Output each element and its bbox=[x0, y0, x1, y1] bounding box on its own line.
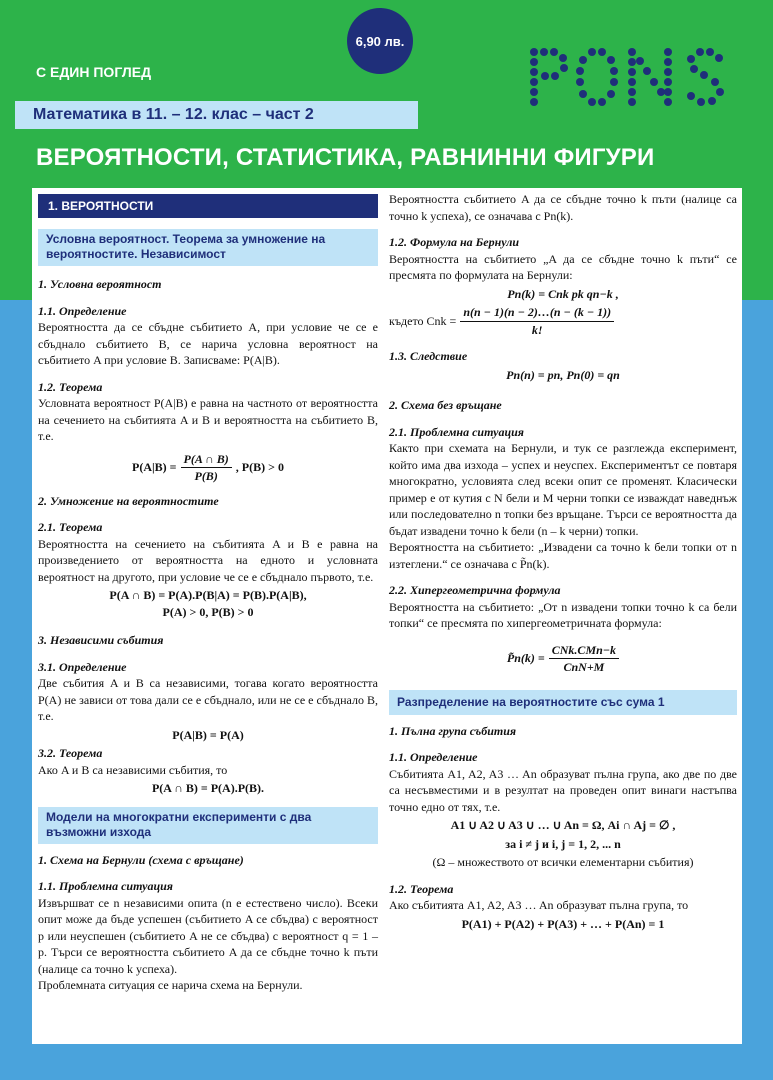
series-label: С ЕДИН ПОГЛЕД bbox=[36, 64, 152, 80]
formula: за i ≠ j и i, j = 1, 2, ... n bbox=[505, 836, 621, 851]
pons-logo bbox=[528, 44, 728, 114]
paragraph: Ако събитията A1, A2, A3 … An образуват пълна група, то bbox=[389, 898, 689, 912]
formula bbox=[389, 304, 737, 338]
heading: 1.1. Определение bbox=[389, 750, 478, 764]
paragraph: Вероятността на събитието: „Извадени са точно k бели топки от n изтеглени.“ се означава с P̃n(k). bbox=[389, 540, 737, 571]
subsection-heading: Модели на многократни експерименти с два възможни изхода bbox=[38, 807, 378, 844]
heading: 2.1. Теорема bbox=[38, 520, 103, 534]
formula: Pn(n) = pn, Pn(0) = qn bbox=[506, 367, 620, 382]
heading: 3. Независими събития bbox=[38, 633, 164, 647]
formula bbox=[389, 642, 737, 676]
denominator: P(B) bbox=[194, 469, 218, 483]
paragraph: Вероятността на сечението на събитията A и B е равна на произведението от вероятността на едното и условната вероятност на другото, при условие че се е сбъднало първото, т.е. bbox=[38, 536, 378, 584]
formula-part: P̃n(k) = bbox=[506, 651, 545, 666]
fraction bbox=[460, 304, 614, 338]
fraction bbox=[181, 451, 232, 485]
heading: 1.1. Проблемна ситуация bbox=[38, 879, 173, 893]
fraction bbox=[549, 642, 619, 676]
paragraph: Вероятността на събитието „A да се сбъдне точно k пъти“ се пресмята по формулата на Бернули: bbox=[389, 251, 737, 282]
paragraph: Вероятността събитието A да се сбъдне точно k пъти (налице са точно k успеха), се означава с Pn(k). bbox=[389, 192, 737, 223]
heading: 3.2. Теорема bbox=[38, 746, 103, 760]
subsection-heading: Условна вероятност. Теорема за умножение на вероятностите. Независимост bbox=[38, 229, 378, 266]
paragraph: Вероятността на събитието: „От n извадени топки точно k са бели топки“ се пресмята по хипергеометричната формула: bbox=[389, 599, 737, 630]
formula-part: където Cnk = bbox=[389, 313, 457, 328]
page-title: ВЕРОЯТНОСТИ, СТАТИСТИКА, РАВНИННИ ФИГУРИ bbox=[36, 144, 655, 171]
paragraph: Събитията A1, A2, A3 … An образуват пълна група, ако две по две са несъвместими и в резултат на проведен опит винаги настъпва точно едно от тях, т.е. bbox=[389, 766, 737, 814]
section-heading: 1. ВЕРОЯТНОСТИ bbox=[38, 194, 378, 218]
heading: 1.1. Определение bbox=[38, 303, 127, 318]
heading: 1. Пълна група събития bbox=[389, 723, 517, 738]
left-column bbox=[38, 188, 378, 994]
heading: 2.1. Проблемна ситуация bbox=[389, 424, 524, 439]
heading: 2. Схема без връщане bbox=[389, 398, 502, 412]
formula-part: P(A|B) = bbox=[132, 460, 177, 475]
numerator: CNk.CMn−k bbox=[549, 642, 619, 660]
heading: 1.2. Формула на Бернули bbox=[389, 235, 520, 249]
paragraph: Условната вероятност P(A|B) е равна на частното от вероятността на сечението на събитията A и B и вероятността на събитието B, т.е. bbox=[38, 396, 378, 443]
denominator: CnN+M bbox=[563, 660, 605, 674]
formula: A1 ∪ A2 ∪ A3 ∪ … ∪ An = Ω, Ai ∩ Aj = ∅ , bbox=[450, 818, 676, 832]
paragraph: Проблемната ситуация се нарича схема на Бернули. bbox=[38, 978, 303, 992]
content-panel bbox=[32, 188, 742, 1044]
heading: 2.2. Хипергеометрична формула bbox=[389, 583, 561, 597]
subsection-heading: Разпределение на вероятностите със сума 1 bbox=[389, 690, 737, 715]
formula: P(A1) + P(A2) + P(A3) + … + P(An) = 1 bbox=[461, 916, 665, 931]
subject-strip: Математика в 11. – 12. клас – част 2 bbox=[15, 101, 418, 129]
formula: (Ω – множеството от всички елементарни събития) bbox=[432, 855, 694, 869]
formula: P(A|B) = P(A) bbox=[172, 727, 244, 742]
heading: 3.1. Определение bbox=[38, 659, 127, 674]
heading: 1.3. Следствие bbox=[389, 349, 468, 363]
numerator: n(n − 1)(n − 2)…(n − (k − 1)) bbox=[460, 304, 614, 322]
formula bbox=[38, 451, 378, 485]
formula-part: , P(B) > 0 bbox=[235, 460, 284, 475]
formula: P(A) > 0, P(B) > 0 bbox=[162, 604, 254, 619]
numerator: P(A ∩ B) bbox=[181, 451, 232, 469]
price-badge bbox=[347, 8, 413, 74]
formula: Pn(k) = Cnk pk qn−k , bbox=[507, 286, 619, 301]
heading: 1. Схема на Бернули (схема с връщане) bbox=[38, 852, 244, 867]
paragraph: Извършват се n независими опита (n е естествено число). Всеки опит може да бъде успешен (събитието A се сбъдва) с вероятност p или неуспешен (събитието A не се сбъдва) с вероятност q = 1 – p. Търси се вероятността събитието A да се сбъдне точно k пъти (налице са точно k успеха). bbox=[38, 895, 378, 976]
heading: 1. Условна вероятност bbox=[38, 277, 162, 291]
paragraph: Както при схемата на Бернули, и тук се разглежда експеримент, който има два изхода – успех и неуспех. Експериментът се повтаря многократно, условията след всеки опит се променят. Класически пример е от кутия с N бели и M черни топки се изваждат наведнъж или последователно n топки без връщане. Търси се вероятността да бъдат извадени точно k бели (n – k черни) топки. bbox=[389, 441, 737, 538]
right-column bbox=[389, 188, 737, 934]
denominator: k! bbox=[531, 322, 543, 337]
heading: 1.2. Теорема bbox=[38, 379, 103, 394]
formula: P(A ∩ B) = P(A).P(B|A) = P(B).P(A|B), bbox=[109, 588, 307, 602]
paragraph: Вероятността да се сбъдне събитието A, при условие че се е сбъднало събитието B, се нарича условна вероятност на събитието A при условие B. Записваме: P(A|B). bbox=[38, 320, 378, 367]
price-text: 6,90 лв. bbox=[355, 33, 405, 49]
heading: 2. Умножение на вероятностите bbox=[38, 493, 219, 508]
paragraph: Ако A и B са независими събития, то bbox=[38, 762, 228, 777]
formula: P(A ∩ B) = P(A).P(B). bbox=[151, 781, 265, 795]
heading: 1.2. Теорема bbox=[389, 881, 454, 896]
paragraph: Две събития A и B са независими, тогава когато вероятността P(A) не зависи от това дали се е сбъднало, или не се е сбъднало B, т.е. bbox=[38, 676, 378, 723]
